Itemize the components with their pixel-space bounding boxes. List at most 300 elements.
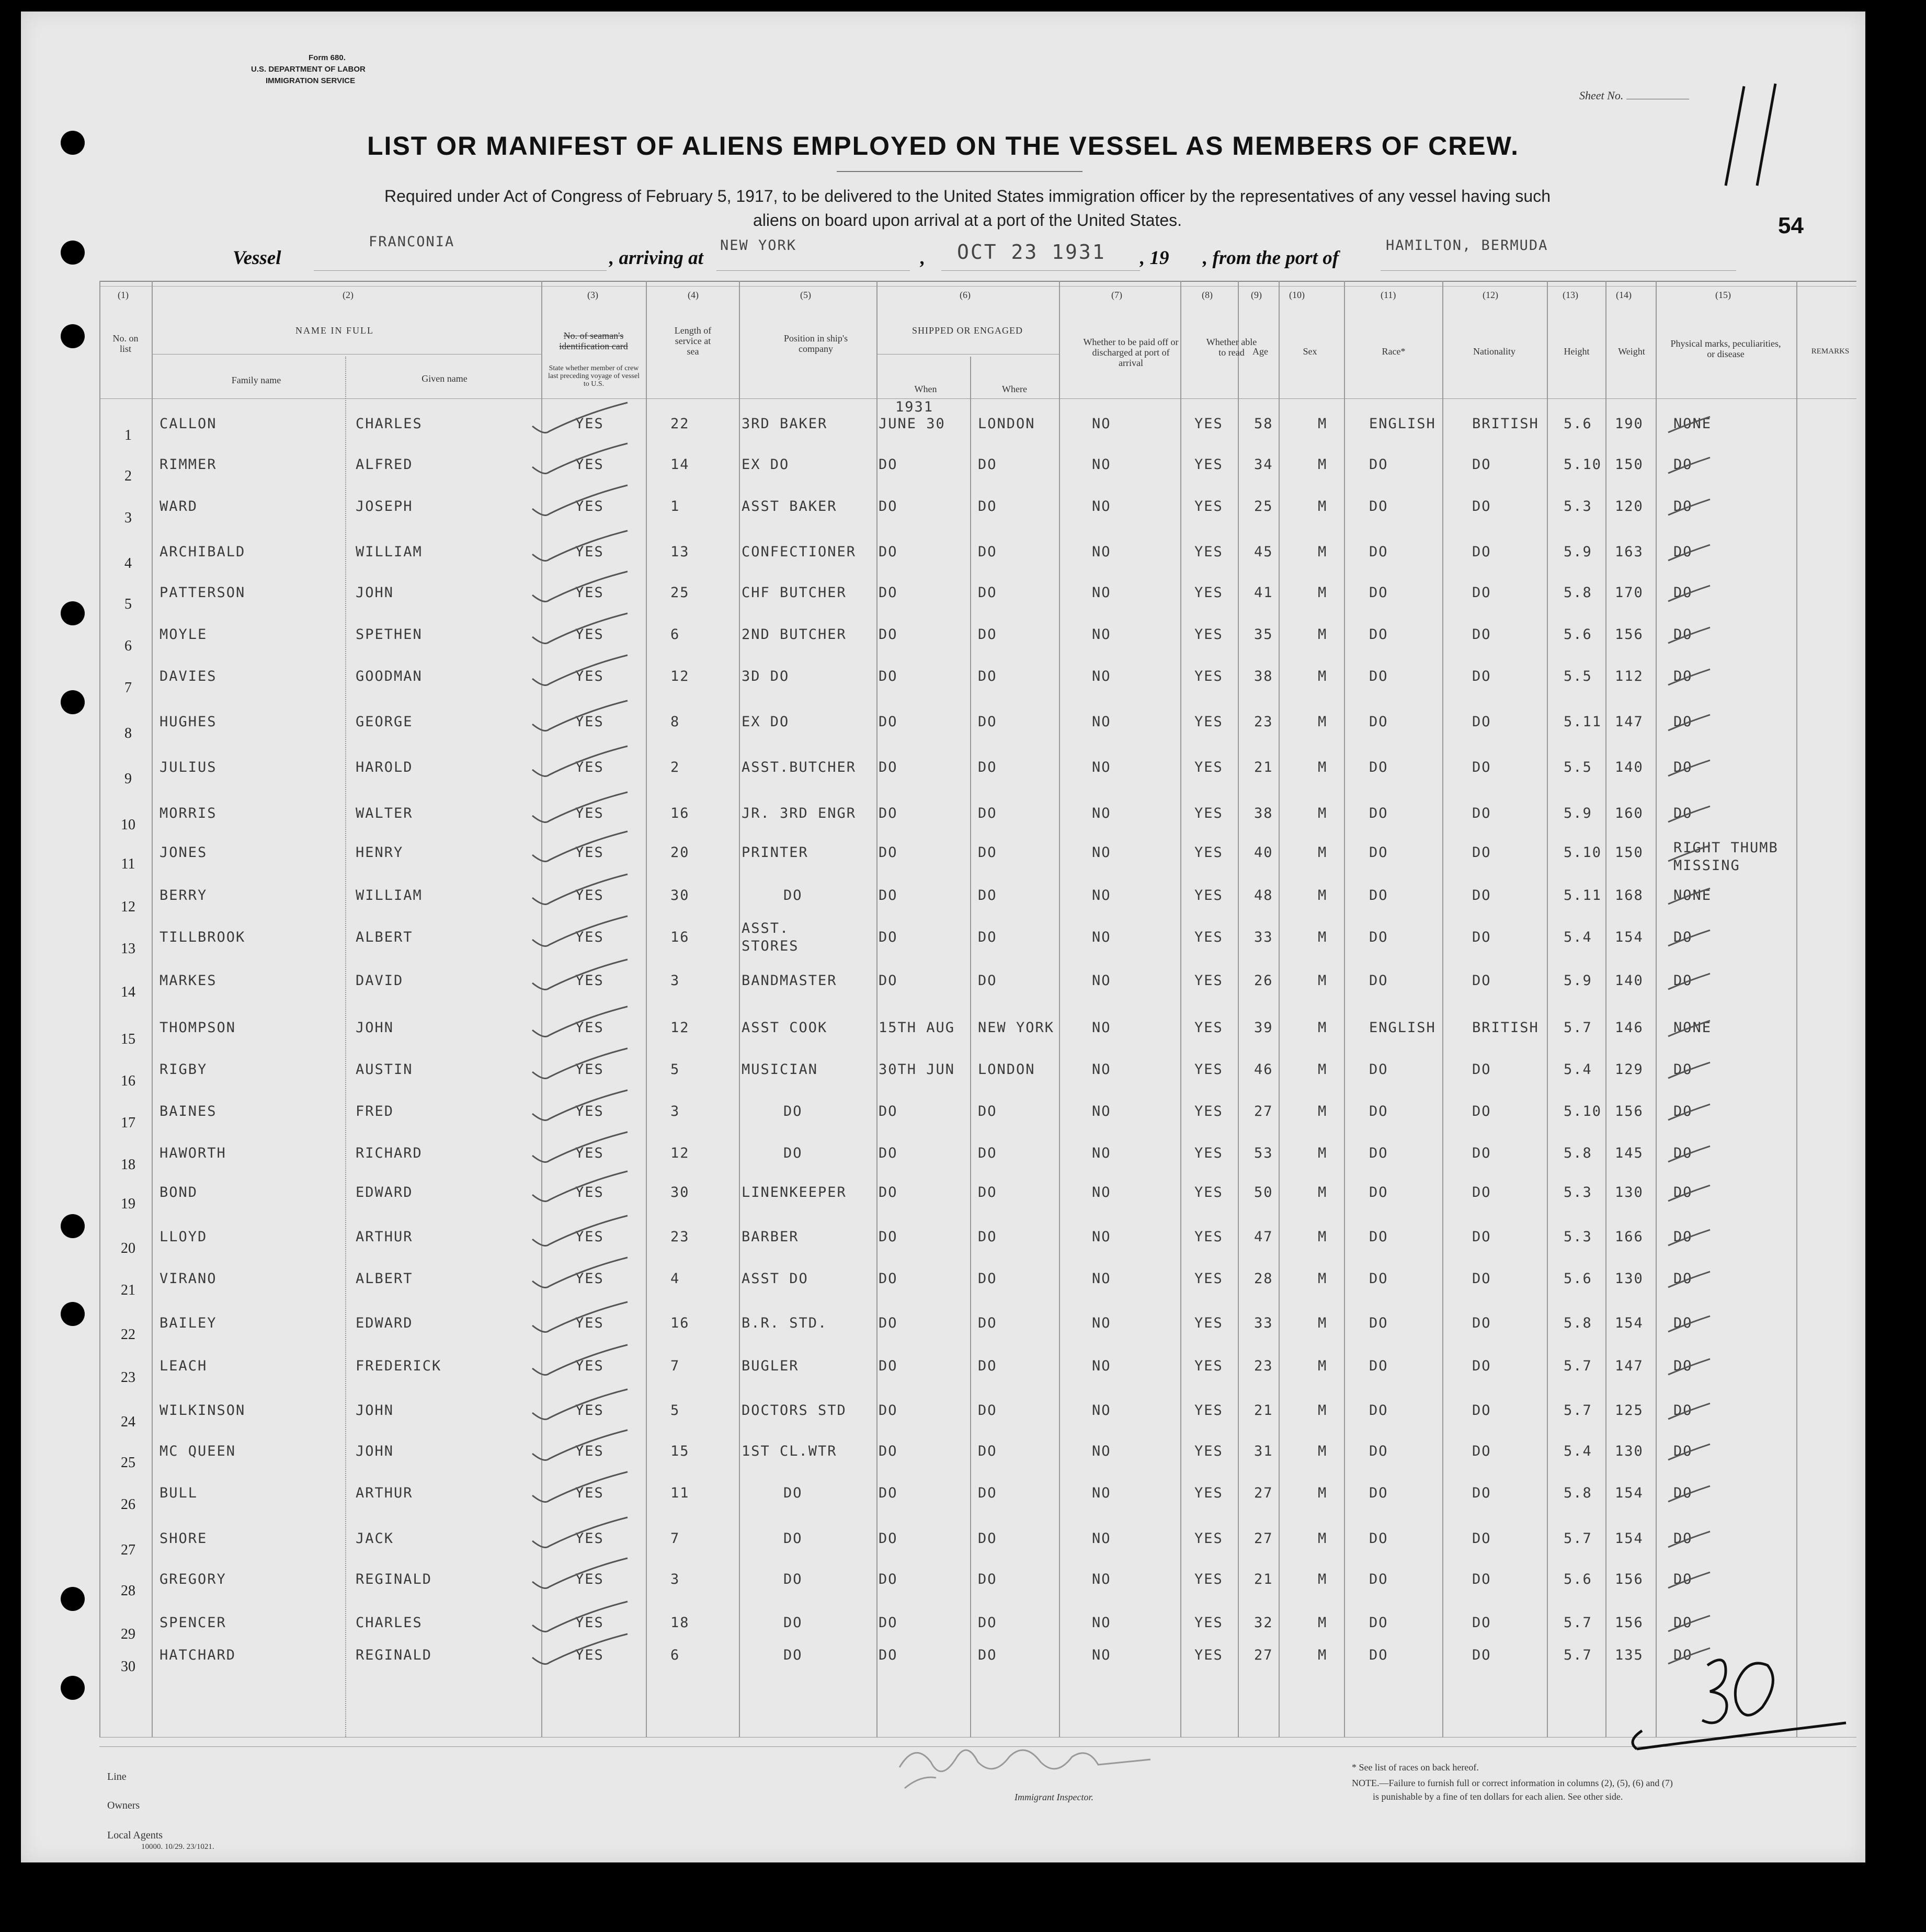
cell-paid-off: NO [1092,544,1111,560]
cell-weight: 120 [1615,498,1644,515]
cell-given-name: AUSTIN [356,1061,413,1078]
cell-when: DO [879,544,898,560]
cell-family-name: SHORE [159,1530,208,1547]
row-number: 7 [124,680,132,696]
races-note: * See list of races on back hereof. [1352,1762,1479,1773]
cell-position: DO [783,1647,803,1663]
cell-able-to-read: YES [1194,805,1223,821]
cell-physical-marks: NONE [1673,887,1712,904]
cell-age: 28 [1254,1271,1273,1287]
cell-when: DO [879,456,898,473]
row-number: 12 [121,899,135,915]
cell-when: DO [879,1271,898,1287]
cell-when: DO [879,1145,898,1161]
cell-weight: 150 [1615,456,1644,473]
cell-previous-voyage: YES [575,1271,604,1287]
cell-given-name: ALBERT [356,1271,413,1287]
cell-age: 50 [1254,1184,1273,1201]
footer-line-label: Line [107,1771,127,1782]
cell-length-of-service: 5 [670,1061,680,1078]
cell-height: 5.10 [1564,844,1602,861]
cell-nationality: DO [1472,1271,1491,1287]
cell-family-name: VIRANO [159,1271,217,1287]
cell-age: 33 [1254,1315,1273,1331]
cell-able-to-read: YES [1194,929,1223,945]
cell-family-name: CALLON [159,416,217,432]
cell-paid-off: NO [1092,844,1111,861]
cell-paid-off: NO [1092,1315,1111,1331]
cell-race: DO [1369,626,1388,643]
cell-paid-off: NO [1092,714,1111,730]
col-number-2: (2) [343,290,354,300]
cell-when: DO [879,1530,898,1547]
cell-physical-marks: DO [1673,1315,1693,1331]
cell-physical-marks: DO [1673,1571,1693,1587]
cell-physical-marks: DO [1673,1229,1693,1245]
cell-age: 27 [1254,1647,1273,1663]
cell-race: DO [1369,456,1388,473]
subtitle-line-2: aliens on board upon arrival at a port of the United States. [753,211,1182,230]
cell-family-name: TILLBROOK [159,929,246,945]
cell-race: DO [1369,1315,1388,1331]
row-number: 23 [121,1369,135,1386]
year-label: , 19 [1140,247,1169,269]
cell-weight: 154 [1615,1315,1644,1331]
cell-weight: 140 [1615,973,1644,989]
cell-nationality: DO [1472,929,1491,945]
cell-physical-marks: DO [1673,929,1693,945]
cell-position: BARBER [742,1229,799,1245]
cell-weight: 166 [1615,1229,1644,1245]
cell-position: DO [783,1103,803,1119]
header-given-name: Given name [421,373,468,384]
row-number: 28 [121,1583,135,1599]
cell-able-to-read: YES [1194,887,1223,904]
row-number: 30 [121,1659,135,1675]
cell-able-to-read: YES [1194,416,1223,432]
cell-age: 26 [1254,973,1273,989]
cell-family-name: WARD [159,498,198,515]
row-number: 3 [124,510,132,526]
cell-physical-marks: DO [1673,714,1693,730]
cell-race: DO [1369,668,1388,684]
header-age: Age [1252,346,1268,357]
cell-where: DO [978,1402,997,1419]
cell-able-to-read: YES [1194,1571,1223,1587]
cell-race: DO [1369,1647,1388,1663]
cell-age: 21 [1254,759,1273,775]
cell-length-of-service: 1 [670,498,680,515]
header-shipped-or-engaged: SHIPPED OR ENGAGED [911,325,1023,336]
cell-given-name: RICHARD [356,1145,423,1161]
row-number: 6 [124,638,132,654]
cell-able-to-read: YES [1194,1443,1223,1459]
cell-physical-marks: DO [1673,973,1693,989]
row-number: 13 [121,941,135,957]
cell-given-name: JOHN [356,1020,394,1036]
handwritten-mark-11 [1726,84,1775,186]
cell-previous-voyage: YES [575,1229,604,1245]
col-number-5: (5) [800,290,811,300]
cell-when: DO [879,1184,898,1201]
cell-family-name: RIGBY [159,1061,208,1078]
footer-local-agents-label: Local Agents [107,1830,163,1841]
cell-weight: 140 [1615,759,1644,775]
cell-family-name: LLOYD [159,1229,208,1245]
cell-sex: M [1318,1485,1328,1501]
cell-physical-marks: RIGHT THUMB MISSING [1673,840,1779,874]
cell-sex: M [1318,1103,1328,1119]
arriving-comma: , [920,247,926,269]
cell-paid-off: NO [1092,668,1111,684]
header-sex: Sex [1303,346,1317,357]
cell-family-name: JULIUS [159,759,217,775]
cell-when: DO [879,498,898,515]
cell-height: 5.6 [1564,626,1592,643]
cell-nationality: DO [1472,1145,1491,1161]
cell-position: ASST. STORES [742,920,799,954]
cell-previous-voyage: YES [575,805,604,821]
cell-nationality: DO [1472,1530,1491,1547]
cell-when: DO [879,1443,898,1459]
cell-race: DO [1369,929,1388,945]
cell-nationality: DO [1472,1402,1491,1419]
cell-position: B.R. STD. [742,1315,828,1331]
cell-nationality: DO [1472,456,1491,473]
cell-length-of-service: 12 [670,1145,690,1161]
sheet-number-label: Sheet No. [1579,89,1624,102]
cell-height: 5.7 [1564,1020,1592,1036]
cell-position: ASST.BUTCHER [742,759,857,775]
cell-given-name: HAROLD [356,759,413,775]
cell-position: LINENKEEPER [742,1184,847,1201]
cell-previous-voyage: YES [575,456,604,473]
cell-able-to-read: YES [1194,1485,1223,1501]
cell-paid-off: NO [1092,1184,1111,1201]
cell-height: 5.7 [1564,1358,1592,1374]
cell-nationality: DO [1472,805,1491,821]
cell-previous-voyage: YES [575,416,604,432]
cell-weight: 160 [1615,805,1644,821]
cell-race: DO [1369,844,1388,861]
cell-where: DO [978,759,997,775]
cell-sex: M [1318,973,1328,989]
row-number: 5 [124,596,132,612]
cell-weight: 156 [1615,1103,1644,1119]
cell-race: DO [1369,887,1388,904]
col-number-6: (6) [960,290,971,300]
cell-weight: 168 [1615,887,1644,904]
cell-where: DO [978,844,997,861]
cell-when: DO [879,1485,898,1501]
row-number: 20 [121,1240,135,1256]
cell-length-of-service: 2 [670,759,680,775]
cell-given-name: JOHN [356,585,394,601]
cell-able-to-read: YES [1194,1145,1223,1161]
cell-length-of-service: 4 [670,1271,680,1287]
cell-paid-off: NO [1092,416,1111,432]
col-number-15: (15) [1715,290,1731,300]
cell-able-to-read: YES [1194,1061,1223,1078]
cell-family-name: MARKES [159,973,217,989]
cell-weight: 135 [1615,1647,1644,1663]
cell-family-name: PATTERSON [159,585,246,601]
row-number: 11 [121,856,135,872]
arriving-label: , arriving at [609,247,703,269]
cell-length-of-service: 25 [670,585,690,601]
cell-paid-off: NO [1092,887,1111,904]
header-name-in-full: NAME IN FULL [295,325,374,336]
row-number: 8 [124,725,132,741]
cell-able-to-read: YES [1194,844,1223,861]
header-able-to-read: Whether able to read [1206,337,1257,358]
cell-able-to-read: YES [1194,973,1223,989]
cell-position: MUSICIAN [742,1061,818,1078]
cell-where: DO [978,1530,997,1547]
cell-given-name: JOHN [356,1402,394,1419]
cell-paid-off: NO [1092,456,1111,473]
cell-paid-off: NO [1092,805,1111,821]
cell-sex: M [1318,498,1328,515]
row-number: 18 [121,1157,135,1173]
cell-previous-voyage: YES [575,1647,604,1663]
header-remarks: REMARKS [1811,347,1850,356]
cell-family-name: JONES [159,844,208,861]
cell-height: 5.9 [1564,544,1592,560]
row-number: 29 [121,1626,135,1642]
cell-given-name: ARTHUR [356,1485,413,1501]
cell-physical-marks: DO [1673,668,1693,684]
page-title: LIST OR MANIFEST OF ALIENS EMPLOYED ON THE VESSEL AS MEMBERS OF CREW. [367,131,1519,161]
cell-family-name: BAILEY [159,1315,217,1331]
cell-able-to-read: YES [1194,714,1223,730]
cell-nationality: DO [1472,1103,1491,1119]
cell-race: DO [1369,1571,1388,1587]
header-previous-voyage: State whether member of crew last preceding voyage of vessel to U.S. [548,364,640,388]
cell-race: DO [1369,1061,1388,1078]
header-race: Race* [1382,346,1406,357]
cell-when: DO [879,585,898,601]
cell-given-name: DAVID [356,973,404,989]
footer-print-code: 10000. 10/29. 23/1021. [141,1843,214,1851]
cell-position: ASST COOK [742,1020,828,1036]
cell-sex: M [1318,844,1328,861]
cell-given-name: JACK [356,1530,394,1547]
cell-age: 21 [1254,1571,1273,1587]
cell-family-name: ARCHIBALD [159,544,246,560]
cell-when: DO [879,805,898,821]
cell-able-to-read: YES [1194,1103,1223,1119]
cell-given-name: JOHN [356,1443,394,1459]
cell-age: 38 [1254,668,1273,684]
header-family-name: Family name [231,375,281,385]
cell-where: DO [978,1145,997,1161]
cell-length-of-service: 12 [670,668,690,684]
cell-sex: M [1318,1061,1328,1078]
cell-physical-marks: DO [1673,585,1693,601]
cell-able-to-read: YES [1194,1271,1223,1287]
cell-previous-voyage: YES [575,585,604,601]
cell-position: CONFECTIONER [742,544,857,560]
cell-physical-marks: DO [1673,1485,1693,1501]
cell-previous-voyage: YES [575,498,604,515]
cell-length-of-service: 30 [670,1184,690,1201]
cell-height: 5.3 [1564,1184,1592,1201]
cell-sex: M [1318,1020,1328,1036]
cell-when: DO [879,973,898,989]
col-number-7: (7) [1111,290,1122,300]
cell-able-to-read: YES [1194,1530,1223,1547]
row-number: 19 [121,1196,135,1212]
cell-age: 41 [1254,585,1273,601]
cell-sex: M [1318,1271,1328,1287]
cell-when: DO [879,759,898,775]
cell-physical-marks: DO [1673,1358,1693,1374]
cell-where: DO [978,973,997,989]
cell-family-name: WILKINSON [159,1402,246,1419]
cell-age: 40 [1254,844,1273,861]
cell-previous-voyage: YES [575,929,604,945]
cell-given-name: CHARLES [356,1615,423,1631]
cell-family-name: MC QUEEN [159,1443,236,1459]
cell-where: DO [978,1315,997,1331]
cell-physical-marks: DO [1673,1615,1693,1631]
cell-sex: M [1318,887,1328,904]
cell-nationality: DO [1472,1615,1491,1631]
cell-sex: M [1318,1315,1328,1331]
cell-position: ASST DO [742,1271,808,1287]
cell-nationality: DO [1472,585,1491,601]
cell-previous-voyage: YES [575,668,604,684]
from-port-label: , from the port of [1203,247,1339,269]
note-line-2: is punishable by a fine of ten dollars for each alien. See other side. [1373,1791,1623,1802]
cell-when: DO [879,844,898,861]
cell-sex: M [1318,416,1328,432]
cell-where: DO [978,1647,997,1663]
col-number-10: (10) [1289,290,1305,300]
cell-sex: M [1318,456,1328,473]
cell-previous-voyage: YES [575,1615,604,1631]
cell-able-to-read: YES [1194,1615,1223,1631]
cell-where: DO [978,585,997,601]
vessel-name: FRANCONIA [369,234,455,250]
cell-given-name: REGINALD [356,1647,432,1663]
cell-length-of-service: 6 [670,626,680,643]
cell-when: DO [879,1315,898,1331]
cell-previous-voyage: YES [575,1443,604,1459]
arriving-port: NEW YORK [720,237,797,254]
cell-length-of-service: 12 [670,1020,690,1036]
cell-race: DO [1369,498,1388,515]
cell-position: 3D DO [742,668,790,684]
row-number: 25 [121,1455,135,1471]
cell-sex: M [1318,1615,1328,1631]
cell-where: LONDON [978,416,1035,432]
cell-race: ENGLISH [1369,416,1436,432]
cell-when: DO [879,668,898,684]
cell-age: 38 [1254,805,1273,821]
cell-paid-off: NO [1092,973,1111,989]
cell-age: 53 [1254,1145,1273,1161]
cell-nationality: DO [1472,1571,1491,1587]
cell-paid-off: NO [1092,585,1111,601]
cell-race: DO [1369,1229,1388,1245]
cell-where: DO [978,626,997,643]
cell-physical-marks: DO [1673,1184,1693,1201]
cell-physical-marks: DO [1673,456,1693,473]
cell-sex: M [1318,1402,1328,1419]
cell-height: 5.9 [1564,973,1592,989]
cell-where: DO [978,1358,997,1374]
cell-family-name: LEACH [159,1358,208,1374]
cell-age: 31 [1254,1443,1273,1459]
col-number-14: (14) [1616,290,1632,300]
cell-position: BUGLER [742,1358,799,1374]
col-number-4: (4) [688,290,699,300]
cell-previous-voyage: YES [575,714,604,730]
cell-previous-voyage: YES [575,544,604,560]
cell-position: JR. 3RD ENGR [742,805,857,821]
cell-position: 1ST CL.WTR [742,1443,837,1459]
cell-race: DO [1369,1358,1388,1374]
cell-position: EX DO [742,714,790,730]
cell-nationality: DO [1472,887,1491,904]
cell-when: DO [879,1402,898,1419]
cell-where: DO [978,498,997,515]
cell-sex: M [1318,805,1328,821]
cell-height: 5.3 [1564,498,1592,515]
cell-age: 23 [1254,714,1273,730]
cell-height: 5.10 [1564,1103,1602,1119]
cell-family-name: SPENCER [159,1615,226,1631]
row-number: 1 [124,427,132,443]
cell-where: DO [978,456,997,473]
cell-when: 30TH JUN [879,1061,955,1078]
cell-weight: 190 [1615,416,1644,432]
cell-previous-voyage: YES [575,1145,604,1161]
cell-sex: M [1318,759,1328,775]
header-seaman-card: No. of seaman's identification card [559,330,628,351]
cell-race: DO [1369,805,1388,821]
cell-length-of-service: 3 [670,1571,680,1587]
cell-family-name: MORRIS [159,805,217,821]
cell-family-name: HAWORTH [159,1145,226,1161]
cell-previous-voyage: YES [575,1485,604,1501]
cell-age: 25 [1254,498,1273,515]
cell-weight: 154 [1615,1485,1644,1501]
cell-age: 32 [1254,1615,1273,1631]
cell-paid-off: NO [1092,498,1111,515]
cell-position: EX DO [742,456,790,473]
cell-position: DO [783,887,803,904]
cell-position: DO [783,1530,803,1547]
form-number: Form 680. [309,53,346,62]
cell-family-name: HUGHES [159,714,217,730]
cell-sex: M [1318,668,1328,684]
cell-nationality: BRITISH [1472,416,1539,432]
row-number: 21 [121,1282,135,1298]
cell-where: DO [978,1103,997,1119]
cell-position: 2ND BUTCHER [742,626,847,643]
cell-given-name: ALFRED [356,456,413,473]
cell-height: 5.7 [1564,1530,1592,1547]
cell-previous-voyage: YES [575,1571,604,1587]
cell-length-of-service: 15 [670,1443,690,1459]
cell-previous-voyage: YES [575,626,604,643]
cell-nationality: DO [1472,1358,1491,1374]
cell-position: CHF BUTCHER [742,585,847,601]
cell-family-name: RIMMER [159,456,217,473]
